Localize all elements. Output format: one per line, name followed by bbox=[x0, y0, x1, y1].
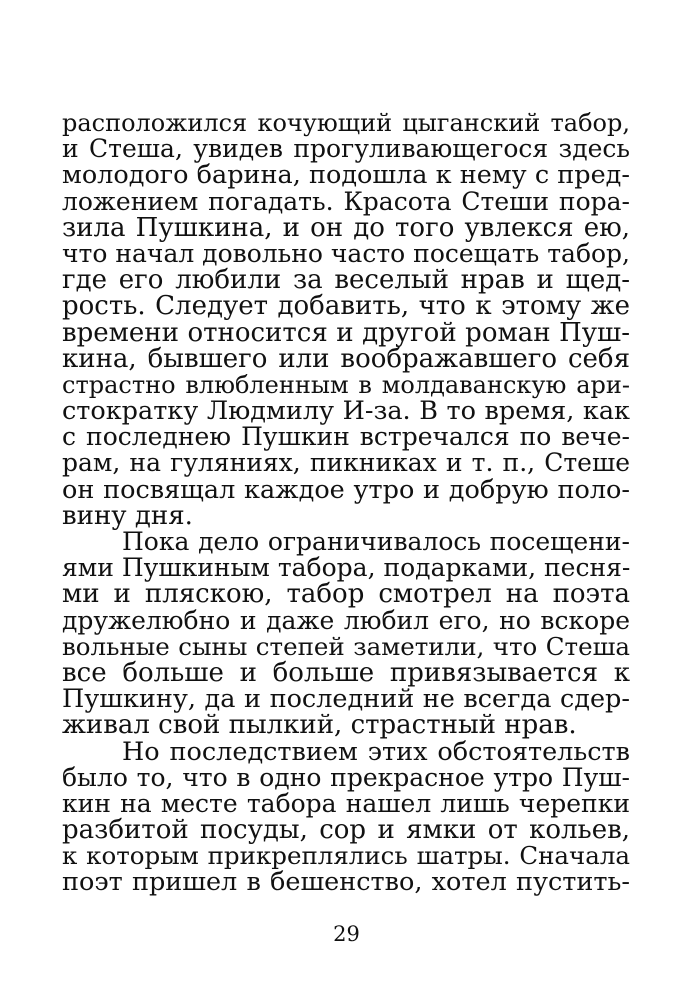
text-line: стократку Людмилу И-за. В то время, как bbox=[62, 396, 630, 427]
text-line: он посвящал каждое утро и добрую поло- bbox=[62, 474, 630, 505]
page-number: 29 bbox=[333, 922, 360, 946]
text-line: расположился кочующий цыганский табор, bbox=[62, 109, 630, 137]
text-line: все больше и больше привязывается к bbox=[62, 657, 630, 688]
text-line: молодого барина, подошла к нему с пред- bbox=[62, 160, 630, 191]
text-line: кин на месте табора нашел лишь черепки bbox=[62, 788, 630, 818]
text-line: рость. Следует добавить, что к этому же bbox=[62, 291, 630, 322]
text-line: ями Пушкиным табора, подарками, песня- bbox=[62, 553, 631, 583]
text-line: что начал довольно часто посещать табор, bbox=[62, 238, 631, 268]
page-body-text bbox=[62, 110, 630, 896]
text-line: времени относится и другой роман Пуш- bbox=[62, 317, 630, 348]
text-line: дружелюбно и даже любил его, но вскоре bbox=[62, 605, 630, 635]
text-line: рам, на гуляниях, пикниках и т. п., Стеше bbox=[62, 448, 630, 478]
text-line: вину дня. bbox=[62, 500, 193, 531]
text-line: с последнею Пушкин встречался по вече- bbox=[62, 422, 630, 452]
text-line: где его любили за веселый нрав и щед- bbox=[62, 265, 630, 296]
text-line: Пока дело ограничивалось посещени- bbox=[122, 527, 630, 556]
text-line: кина, бывшего или воображавшего себя bbox=[62, 343, 630, 374]
text-line: Пушкину, да и последний не всегда сдер- bbox=[62, 684, 630, 715]
text-line: было то, что в одно прекрасное утро Пуш- bbox=[62, 762, 630, 792]
text-line: вольные сыны степей заметили, что Стеша bbox=[62, 631, 630, 661]
text-line: разбитой посуды, сор и ямки от кольев, bbox=[62, 815, 630, 846]
text-line: ложением погадать. Красота Стеши пора- bbox=[62, 186, 630, 216]
text-line: страстно влюбленным в молдаванскую ари- bbox=[62, 370, 630, 399]
text-line: и Стеша, увидев прогуливающегося здесь bbox=[62, 134, 630, 164]
text-line: к которым прикреплялись шатры. Сначала bbox=[62, 841, 630, 871]
text-line: поэт пришел в бешенство, хотел пустить- bbox=[62, 867, 630, 898]
text-line: Но последствием этих обстоятельств bbox=[122, 736, 630, 767]
text-line: зила Пушкина, и он до того увлекся ею, bbox=[62, 212, 630, 243]
text-line: ми и пляскою, табор смотрел на поэта bbox=[62, 579, 630, 610]
text-line: живал свой пылкий, страстный нрав. bbox=[62, 710, 577, 741]
